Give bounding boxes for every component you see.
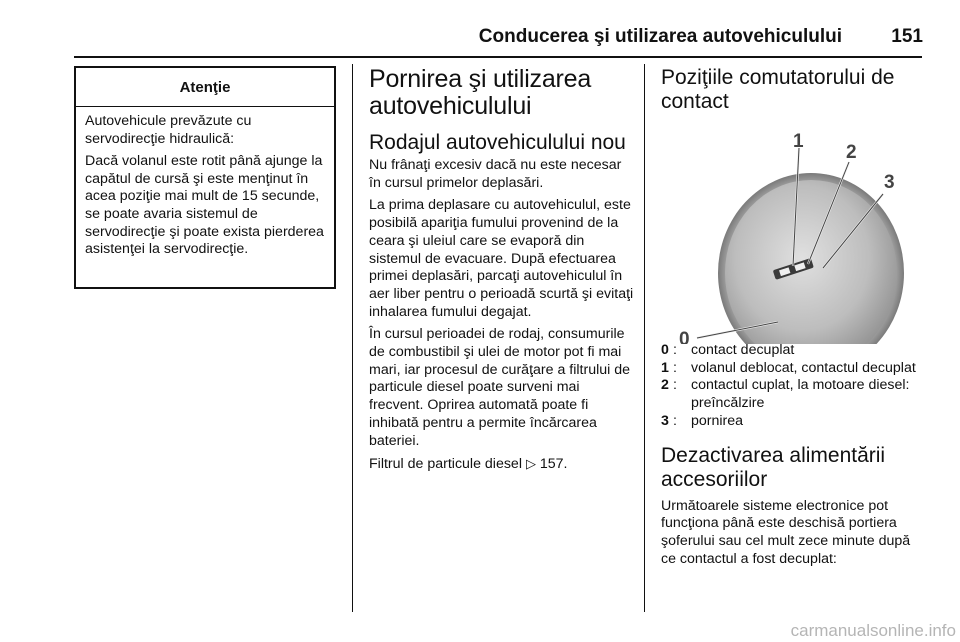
figure-label-3: 3 [884,172,895,193]
figure-label-0: 0 [679,329,690,344]
legend-row [661,360,927,378]
column-divider [644,64,645,612]
legend-text: contact decuplat [691,342,795,358]
figure-label-2: 2 [846,142,857,163]
ignition-title: Poziţiile comutatorului de contact [661,66,895,113]
cross-reference-page[interactable]: 157. [539,456,568,473]
body-paragraph: La prima deplasare cu autovehiculul, este posibilă apariţia fumului provenind de la ceara şi uleiul care se evaporă din sistemul de evacuare. După efectuarea primei deplasări, parcaţi autovehiculul în aer liber pentru o perioadă scurtă şi evitaţi inhalarea fumului degajat. [369,197,634,320]
warning-body [76,107,334,259]
cross-reference-text: Filtrul de particule diesel [369,456,522,473]
legend-colon: : [673,359,677,376]
body-paragraph: În cursul perioadei de rodaj, consumurile de combustibil şi ulei de motor pot fi mai mari, iar procesul de curăţare a filtrului de particule diesel poate surveni mai frecvent. Oprirea automată poate fi inhibată pentru a permite încărcarea bateriei. [369,326,631,449]
legend-colon: : [673,377,677,394]
legend-key: 1 [661,359,669,376]
legend-row [661,377,927,412]
legend-text: pornirea [691,412,744,429]
section-subtitle: Rodajul autovehiculului nou [369,131,626,154]
page-header-title: Conducerea şi utilizarea autovehiculului [478,26,842,47]
header-rule [74,56,922,58]
warning-paragraph: Autovehicule prevăzute cu servodirecţie hidraulică: [85,113,252,147]
accessories-paragraph: Următoarele sisteme electronice pot funcţiona până este deschisă portiera şoferului sau cel mult zece minute după ce contactul a fost decuplat: [661,497,911,567]
legend-key: 3 [661,412,669,429]
ignition-switch-illustration [661,118,927,344]
ignition-legend [661,342,927,431]
column-starting [369,66,635,479]
figure-label-1: 1 [793,131,804,152]
warning-paragraph: Dacă volanul este rotit până ajunge la capătul de cursă şi este menţinut în acea poziţie mai mult de 15 secunde, se poate avaria sistemul de servodirecţie şi poate exista pierderea asistenţei la servodirecţie. [85,153,324,258]
legend-text: volanul deblocat, contactul decuplat [691,359,916,376]
body-paragraph: Nu frânaţi excesiv dacă nu este necesar în cursul primelor deplasări. [369,157,622,191]
warning-title: Atenţie [76,68,334,107]
watermark: carmanualsonline.info [790,621,956,640]
page-number: 151 [891,26,923,47]
column-ignition [661,66,927,573]
warning-box [74,66,336,289]
legend-colon: : [673,412,677,429]
column-divider [352,64,353,612]
legend-colon: : [673,342,677,358]
legend-row [661,342,927,360]
accessories-title: Dezactivarea alimentării accesoriilor [661,443,886,491]
cross-reference[interactable] [369,455,635,474]
legend-key: 0 [661,342,669,358]
legend-text: contactul cuplat, la motoare diesel: preîncălzire [691,377,910,412]
section-title: Pornirea şi utilizarea autovehiculului [369,65,592,120]
legend-row [661,413,927,431]
legend-key: 2 [661,377,669,394]
arrow-reference-icon: ▷ [525,456,536,472]
